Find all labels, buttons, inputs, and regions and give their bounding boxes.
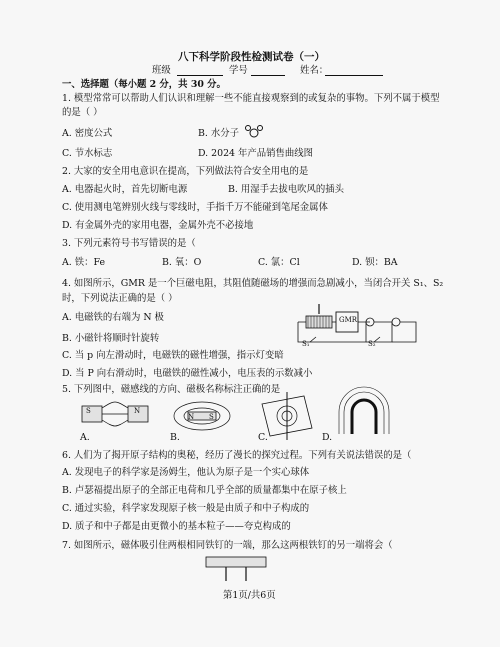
q3-stem: 3. 下列元素符号书写错误的是（	[62, 238, 196, 249]
q5-b-n-label: N	[188, 413, 195, 421]
q4-option-c[interactable]: C. 当 p 向左滑动时，电磁铁的磁性增强，指示灯变暗	[62, 350, 284, 361]
q5-b-s-label: S	[209, 413, 214, 421]
q4-option-d[interactable]: D. 当 P 向右滑动时，电磁铁的磁性减小，电压表的示数减小	[62, 368, 313, 379]
q3-option-c[interactable]: C. 氯：Cl	[258, 257, 300, 268]
q6-option-a[interactable]: A. 发现电子的科学家是汤姆生，他认为原子是一个实心球体	[62, 467, 310, 478]
magnet-figure-b	[170, 398, 234, 434]
magnet-figure-d	[336, 392, 392, 436]
q3-option-d[interactable]: D. 钡：BA	[352, 257, 398, 268]
q6-option-d[interactable]: D. 质子和中子都是由更微小的基本粒子——夸克构成的	[62, 521, 291, 532]
name-blank[interactable]	[325, 75, 383, 76]
q5-stem: 5. 下列图中，磁感线的方向、磁极名称标注正确的是	[62, 384, 281, 395]
q5-a-n-label: N	[134, 407, 141, 415]
q4-option-a[interactable]: A. 电磁铁的右端为 N 极	[62, 312, 164, 323]
class-blank[interactable]	[177, 75, 223, 76]
q4-option-b[interactable]: B. 小磁针将顺时针旋转	[62, 333, 160, 344]
section-heading: 一、选择题（每小题 2 分，共 30 分。	[62, 79, 226, 90]
gmr-circuit-diagram	[296, 302, 426, 350]
magnet-nails-figure	[196, 555, 276, 583]
student-id-blank[interactable]	[251, 75, 285, 76]
q6-stem: 6. 人们为了揭开原子结构的奥秘，经历了漫长的探究过程。下列有关说法错误的是（	[62, 450, 412, 461]
q6-option-b[interactable]: B. 卢瑟福提出原子的全部正电荷和几乎全部的质量都集中在原子核上	[62, 485, 347, 496]
s2-label: S₂	[368, 340, 376, 348]
q2-option-a[interactable]: A. 电器起火时，首先切断电源	[62, 184, 188, 195]
q5-option-c[interactable]: C.	[258, 432, 268, 443]
q5-a-s-label: S	[86, 407, 91, 415]
q1-option-b[interactable]: B. 水分子	[198, 128, 239, 139]
gmr-label: GMR	[339, 316, 358, 324]
q4-stem: 4. 如图所示，GMR 是一个巨磁电阻，其阻值随磁场的增强而急剧减小，当闭合开关 S₁、S₂	[62, 278, 444, 289]
q4-stem-cont: 时，下列说法正确的是（ ）	[62, 293, 178, 304]
class-label: 班级	[152, 65, 171, 76]
q7-stem: 7. 如图所示，磁体吸引住两根相同铁钉的一端，那么这两根铁钉的另一端将会（	[62, 540, 393, 551]
student-id-label: 学号	[229, 65, 248, 76]
page-footer: 第1页/共6页	[223, 590, 276, 601]
q1-stem-cont: 的是（ ）	[62, 107, 103, 118]
q3-option-b[interactable]: B. 氧：O	[162, 257, 202, 268]
exam-title: 八下科学阶段性检测试卷（一）	[178, 51, 325, 63]
q1-option-a[interactable]: A. 密度公式	[62, 128, 113, 139]
q1-option-c[interactable]: C. 节水标志	[62, 148, 113, 159]
name-label: 姓名：	[300, 65, 329, 76]
q5-option-d[interactable]: D.	[322, 432, 333, 443]
q1-option-d[interactable]: D. 2024 年产品销售曲线图	[198, 148, 313, 159]
q5-option-a[interactable]: A.	[80, 432, 90, 443]
q1-stem: 1. 模型常常可以帮助人们认识和理解一些不能直接观察到的或复杂的事物。下列不属于模型	[62, 93, 440, 104]
q2-option-c[interactable]: C. 使用测电笔辨别火线与零线时，手指千万不能碰到笔尾金属体	[62, 202, 328, 213]
q2-option-b[interactable]: B. 用湿手去拔电吹风的插头	[228, 184, 344, 195]
q6-option-c[interactable]: C. 通过实验，科学家发现原子核一般是由质子和中子构成的	[62, 503, 310, 514]
q2-stem: 2. 大家的安全用电意识在提高，下列做法符合安全用电的是	[62, 166, 309, 177]
q3-option-a[interactable]: A. 铁：Fe	[62, 257, 106, 268]
s1-label: S₁	[302, 340, 310, 348]
q2-option-d[interactable]: D. 有金属外壳的家用电器，金属外壳不必接地	[62, 220, 254, 231]
water-molecule-icon	[244, 124, 264, 138]
q5-option-b[interactable]: B.	[170, 432, 180, 443]
